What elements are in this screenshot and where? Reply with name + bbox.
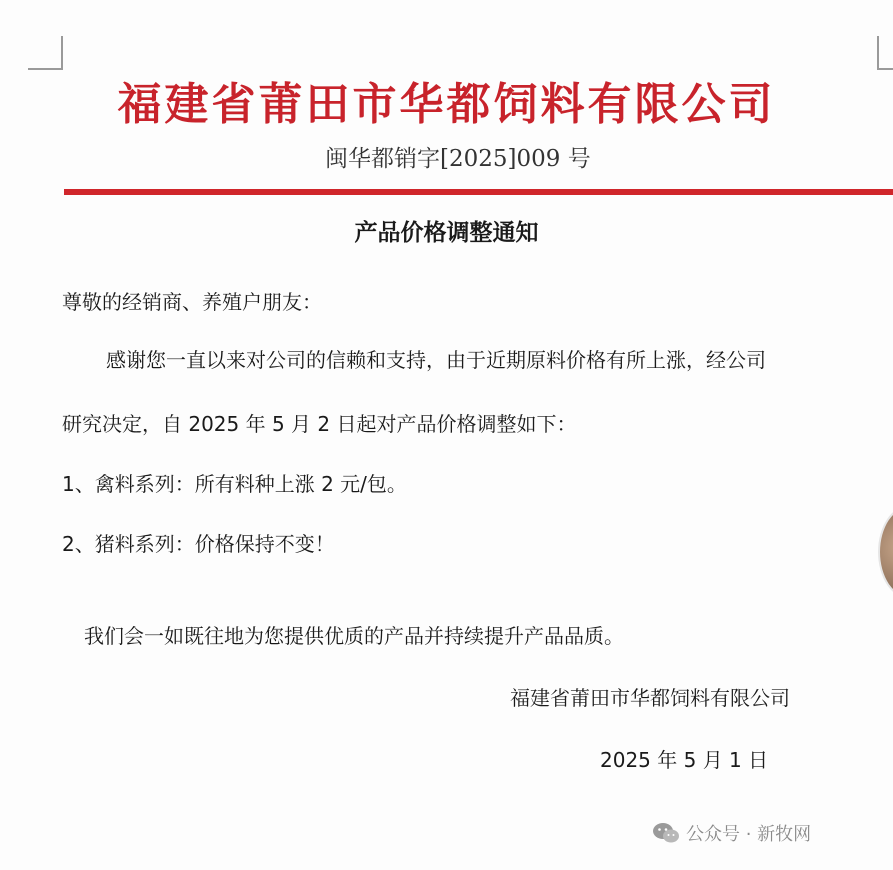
- signature-company: 福建省莆田市华都饲料有限公司: [510, 686, 790, 710]
- header-red-rule: [64, 189, 893, 195]
- document-number: 闽华都销字[2025]009 号: [325, 146, 591, 172]
- salutation: 尊敬的经销商、养殖户朋友：: [62, 290, 322, 314]
- crop-mark-top-left-vertical: [61, 36, 63, 70]
- paragraph-1-line-1: 感谢您一直以来对公司的信赖和支持，由于近期原料价格有所上涨，经公司: [106, 348, 766, 372]
- crop-mark-top-right-vertical: [877, 36, 879, 70]
- notice-title: 产品价格调整通知: [354, 219, 539, 246]
- wechat-icon: [652, 821, 680, 845]
- watermark: [652, 820, 811, 846]
- closing-paragraph: 我们会一如既往地为您提供优质的产品并持续提升产品品质。: [84, 624, 624, 648]
- floating-avatar[interactable]: [878, 505, 893, 599]
- paragraph-1-line-2: 研究决定，自 2025 年 5 月 2 日起对产品价格调整如下：: [62, 412, 577, 436]
- signature-date: 2025 年 5 月 1 日: [600, 748, 769, 772]
- watermark-text: 公众号 · 新牧网: [686, 824, 812, 845]
- company-header: 福建省莆田市华都饲料有限公司: [117, 79, 776, 130]
- list-item-pig-feed: 2、猪料系列：价格保持不变！: [62, 532, 335, 556]
- list-item-poultry-feed: 1、禽料系列：所有料种上涨 2 元/包。: [62, 472, 407, 496]
